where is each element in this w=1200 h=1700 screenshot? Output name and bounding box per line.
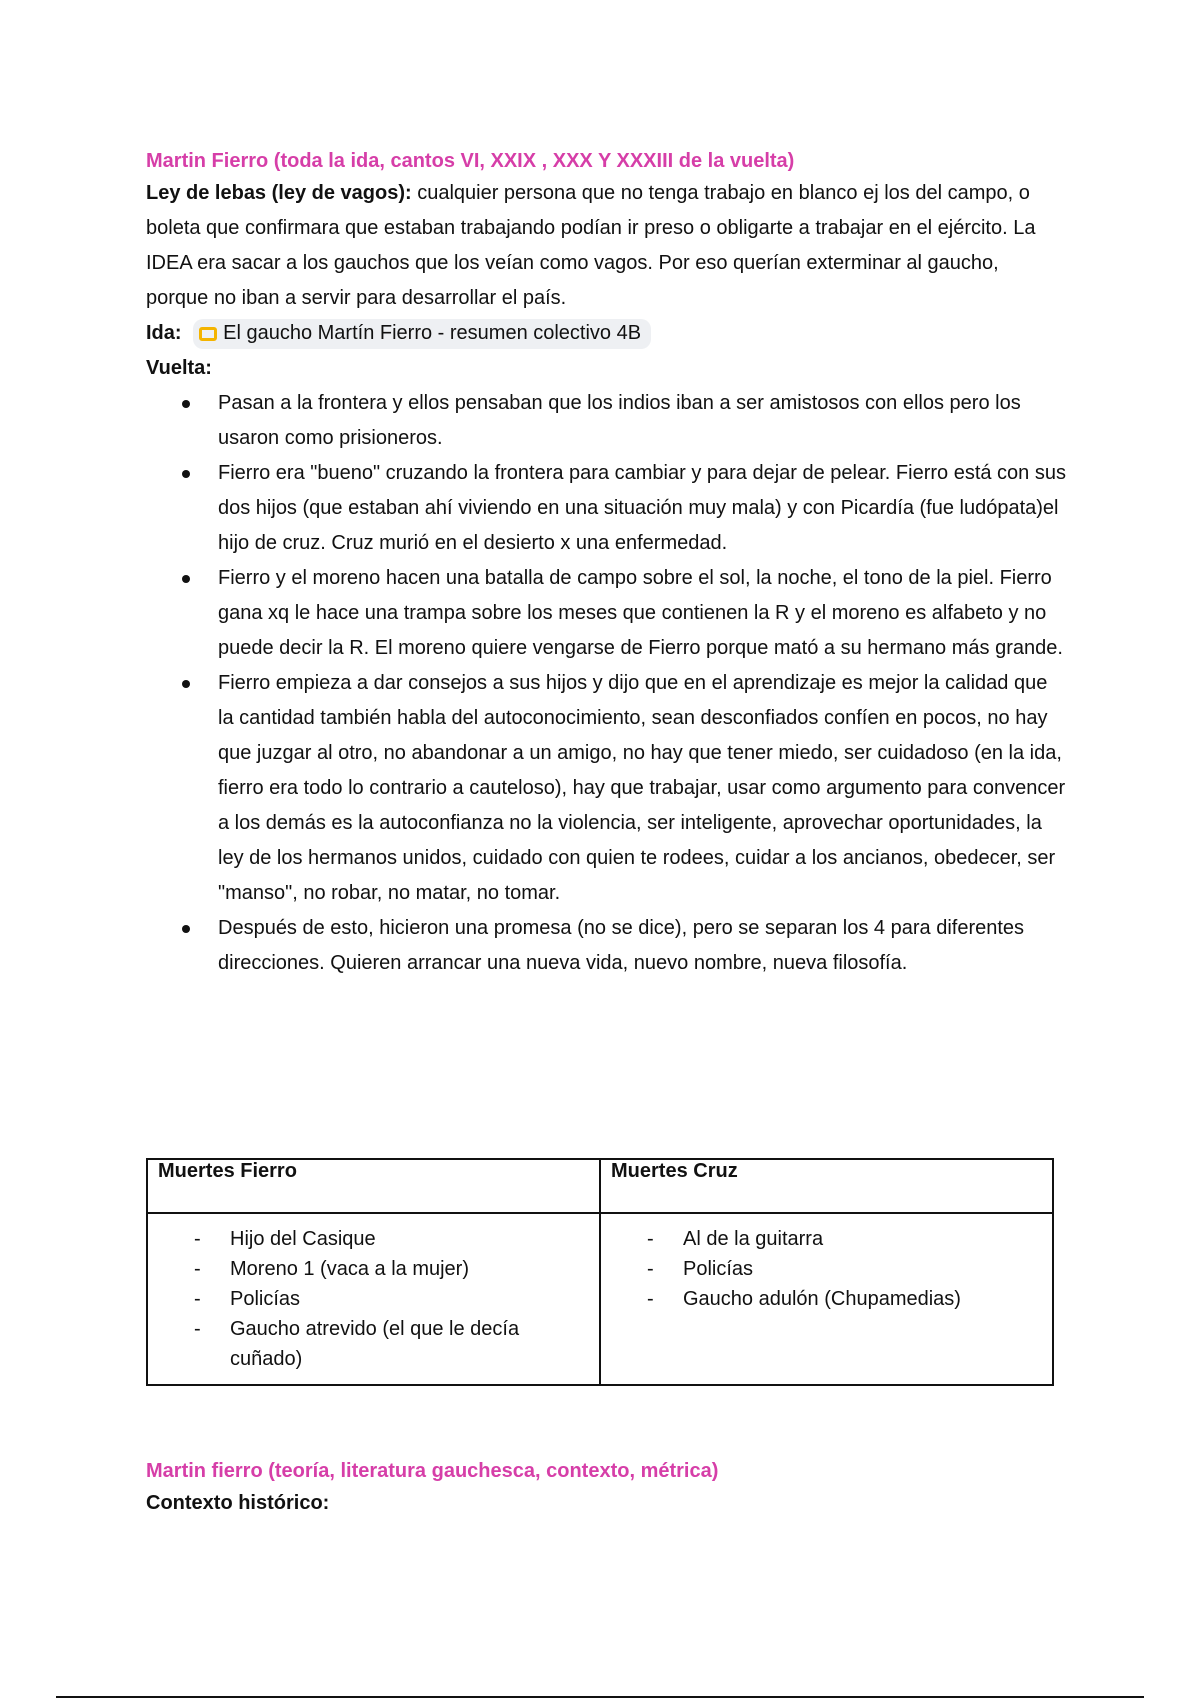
context-label: Contexto histórico: [146,1492,330,1514]
list-item: Pasan a la frontera y ellos pensaban que los indios iban a ser amistosos con ellos pero los usaron como prisioneros. [218,386,1066,456]
list-item: Fierro era "bueno" cruzando la frontera para cambiar y para dejar de pelear. Fierro está con sus dos hijos (que estaban ahí viviendo en una situación muy mala) y con Picardía (fue ludópata)el hijo de cruz. Cruz murió en el desierto x una enfermedad. [218,456,1066,561]
list-item: - Hijo del Casique [194,1224,589,1254]
list-item: Después de esto, hicieron una promesa (no se dice), pero se separan los 4 para diferentes direcciones. Quieren arrancar una nueva vida, nuevo nombre, nueva filosofía. [218,911,1066,981]
document-chip[interactable] [193,319,651,349]
vuelta-list [146,386,1066,981]
list-item: Fierro y el moreno hacen una batalla de campo sobre el sol, la noche, el tono de la piel. Fierro gana xq le hace una trampa sobre los meses que contienen la R y el moreno es alfabeto y no puede decir la R. El moreno quiere vengarse de Fierro porque mató a su hermano más grande. [218,561,1066,666]
ley-paragraph [146,176,1066,316]
theory-section [146,1456,1066,1521]
notes-page [146,146,1066,981]
document-chip-label: El gaucho Martín Fierro - resumen colectivo 4B [223,322,642,345]
list-item: - Policías [647,1254,1042,1284]
dash-icon: - [194,1258,201,1280]
table-row [147,1213,1053,1385]
ley-term: Ley de lebas (ley de vagos): [146,182,412,204]
vuelta-label: Vuelta: [146,357,212,379]
bullet-icon [182,470,190,478]
dash-icon: - [194,1318,201,1340]
context-label-line [146,1486,1066,1521]
list-item: - Gaucho atrevido (el que le decía cuñado) [194,1314,589,1374]
list-item: - Policías [194,1284,589,1314]
bullet-icon [182,925,190,933]
section-heading: Martin Fierro (toda la ida, cantos VI, XXIX , XXX Y XXXIII de la vuelta) [146,150,795,172]
dash-icon: - [194,1228,201,1250]
deaths-table [146,1158,1054,1386]
header-muertes-cruz: Muertes Cruz [600,1159,1053,1213]
list-item: Fierro empieza a dar consejos a sus hijos y dijo que en el aprendizaje es mejor la calidad que la cantidad también habla del autoconocimiento, sean desconfiados confíen en pocos, no hay que juzgar al otro, no abandonar a un amigo, no hay que tener miedo, ser cuidadoso (en la ida, fierro era todo lo contrario a cauteloso), hay que trabajar, usar como argumento para convencer a los demás es la autoconfianza no la violencia, ser inteligente, aprovechar oportunidades, la ley de los hermanos unidos, cuidado con quien te rodees, cuidar a los ancianos, obedecer, ser "manso", no robar, no matar, no tomar. [218,666,1066,911]
ida-line [146,316,1066,351]
vuelta-label-line [146,351,1066,386]
dash-icon: - [647,1258,654,1280]
slides-icon [199,327,217,341]
ley-text: cualquier persona que no tenga trabajo en blanco ej los del campo, o boleta que confirmara que estaban trabajando podían ir preso o obligarte a trabajar en el ejército. La IDEA era sacar a los gauchos que los veían como vagos. Por eso querían exterminar al gaucho, porque no iban a servir para desarrollar el país. [146,182,1036,309]
list-item: - Al de la guitarra [647,1224,1042,1254]
header-muertes-fierro: Muertes Fierro [147,1159,600,1213]
fierro-deaths-cell [147,1213,600,1385]
bullet-icon [182,575,190,583]
bullet-icon [182,400,190,408]
bullet-icon [182,680,190,688]
list-item: - Gaucho adulón (Chupamedias) [647,1284,1042,1314]
list-item: - Moreno 1 (vaca a la mujer) [194,1254,589,1284]
table-header-row [147,1159,1053,1213]
dash-icon: - [647,1228,654,1250]
page-divider [56,1696,1144,1698]
ida-label: Ida: [146,322,182,344]
dash-icon: - [647,1288,654,1310]
cruz-deaths-cell [600,1213,1053,1385]
section-heading: Martin fierro (teoría, literatura gauchesca, contexto, métrica) [146,1460,719,1482]
dash-icon: - [194,1288,201,1310]
